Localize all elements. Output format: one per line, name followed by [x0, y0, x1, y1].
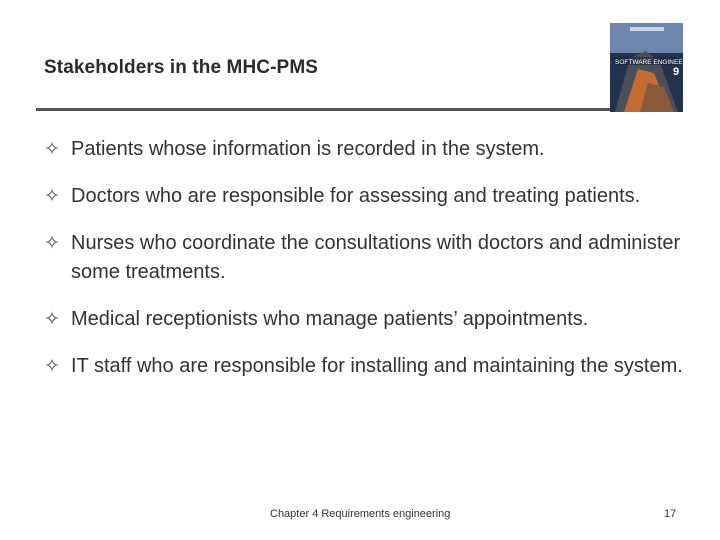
bullet-text: IT staff who are responsible for installing and maintaining the system. — [71, 355, 683, 377]
bullet-item — [44, 229, 694, 287]
bullet-text: Nurses who coordinate the consultations with doctors and administer some treatments. — [71, 232, 681, 283]
four-pointed-star-icon: ✧ — [44, 308, 60, 330]
bullet-text: Doctors who are responsible for assessing and treating patients. — [71, 185, 641, 207]
bullet-text: Medical receptionists who manage patients’ appointments. — [71, 308, 589, 330]
page-number: 17 — [664, 508, 677, 520]
four-pointed-star-icon: ✧ — [44, 232, 60, 254]
bullet-item — [44, 352, 694, 381]
slide-title: Stakeholders in the MHC-PMS — [44, 57, 319, 78]
book-cover-art — [610, 23, 699, 112]
title-divider — [36, 108, 610, 111]
bullet-text: Patients whose information is recorded in the system. — [71, 138, 545, 160]
four-pointed-star-icon: ✧ — [44, 355, 60, 377]
bullet-item — [44, 135, 694, 164]
bullet-item — [44, 182, 694, 211]
book-cover-edition: 9 — [673, 66, 680, 78]
bullet-item — [44, 305, 694, 334]
book-cover-title: SOFTWARE ENGINEERING — [615, 59, 699, 66]
four-pointed-star-icon: ✧ — [44, 138, 60, 160]
four-pointed-star-icon: ✧ — [44, 185, 60, 207]
book-cover-image — [610, 23, 699, 112]
bullet-list — [44, 135, 694, 399]
footer-chapter: Chapter 4 Requirements engineering — [270, 508, 451, 520]
